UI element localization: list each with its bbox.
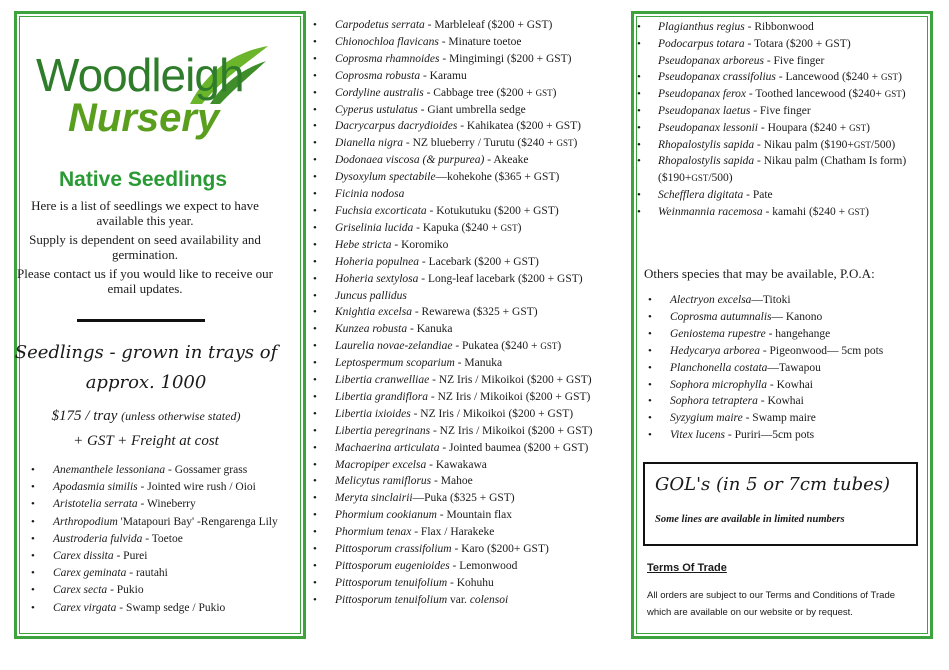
species-scientific-name: Leptospermum scoparium	[335, 357, 455, 370]
species-scientific-name: Carex secta	[53, 584, 108, 597]
species-common-name: - Houpara ($240 +	[757, 121, 850, 134]
species-common-name: - Long-leaf lacebark ($200 + GST)	[418, 272, 583, 285]
species-scientific-name: Pseudopanax lessonii	[658, 121, 758, 134]
list-item	[631, 86, 921, 103]
species-scientific-name: Pseudopanax ferox	[658, 88, 747, 101]
list-item	[307, 338, 592, 355]
species-list-right	[631, 19, 921, 221]
species-scientific-name: Rhopalostylis sapida	[658, 155, 755, 168]
list-item	[307, 372, 592, 389]
species-common-name: - Five finger	[763, 54, 825, 67]
species-variety: colensoi	[469, 593, 509, 606]
species-common-name: - Cabbage tree ($200 +	[423, 86, 536, 99]
list-item	[642, 360, 883, 377]
list-item	[307, 237, 592, 254]
price-tail: )	[898, 71, 902, 84]
species-scientific-name: Hoheria sextylosa	[335, 272, 419, 285]
list-item	[307, 524, 592, 541]
species-common-name: —Tawapou	[767, 361, 821, 374]
species-common-name: - Akeake	[484, 154, 529, 167]
species-common-name: - Wineberry	[137, 498, 196, 511]
list-item	[307, 288, 592, 305]
list-item	[25, 462, 278, 479]
list-item	[631, 103, 921, 120]
list-item	[307, 152, 592, 169]
gst-label: GST	[500, 222, 518, 233]
species-common-name: - Kowhai	[767, 378, 813, 391]
species-scientific-name: Planchonella costata	[670, 361, 768, 374]
list-item	[307, 51, 592, 68]
list-item	[307, 440, 592, 457]
species-scientific-name: Laurelia novae-zelandiae	[335, 340, 453, 353]
list-item	[25, 514, 278, 531]
species-common-name: - Flax / Harakeke	[411, 526, 495, 539]
species-common-name: 'Matapouri Bay' -Rengarenga Lily	[117, 515, 278, 528]
list-item	[631, 69, 921, 86]
species-list-center	[307, 17, 592, 609]
list-item	[307, 186, 592, 203]
species-scientific-name: Libertia grandiflora	[335, 390, 428, 403]
list-item	[642, 377, 883, 394]
list-item	[307, 490, 592, 507]
species-common-name: var.	[447, 593, 470, 606]
logo-text-nursery: Nursery	[68, 96, 220, 140]
species-scientific-name: Sophora microphylla	[670, 378, 767, 391]
list-item	[307, 541, 592, 558]
species-common-name: - Mahoe	[431, 475, 473, 488]
species-scientific-name: Weinmannia racemosa	[658, 205, 763, 218]
list-item	[307, 85, 592, 102]
species-scientific-name: Macropiper excelsa	[335, 458, 427, 471]
intro-paragraph-1: Here is a list of seedlings we expect to have available this year.	[31, 198, 259, 228]
list-item	[307, 406, 592, 423]
species-scientific-name: Hebe stricta	[335, 238, 392, 251]
intro-paragraph-2: Supply is dependent on seed availability and germination.	[29, 232, 261, 262]
species-common-name: - NZ Iris / Mikoikoi ($200 + GST)	[410, 407, 574, 420]
species-scientific-name: Libertia cranwelliae	[335, 374, 430, 387]
seedlings-heading: Seedlings - grown in trays of	[14, 342, 278, 363]
species-common-name: - Nikau palm (Chatham Is form) ($190+	[658, 155, 907, 185]
species-common-name: - Giant umbrella sedge	[417, 103, 526, 116]
list-item	[25, 548, 278, 565]
species-scientific-name: Machaerina articulata	[335, 441, 440, 454]
list-item	[642, 393, 883, 410]
seedlings-heading-quantity: approx. 1000	[85, 372, 207, 393]
gol-note: Some lines are available in limited numbers	[655, 514, 845, 525]
species-scientific-name: Rhopalostylis sapida	[658, 138, 755, 151]
species-scientific-name: Carex virgata	[53, 601, 117, 614]
species-list-others	[642, 292, 883, 444]
list-item	[642, 343, 883, 360]
species-scientific-name: Dianella nigra	[335, 137, 404, 150]
gst-label: GST	[849, 122, 867, 133]
species-common-name: - Kohuhu	[447, 576, 494, 589]
list-item	[642, 410, 883, 427]
species-scientific-name: Cyperus ustulatus	[335, 103, 418, 116]
gol-box	[643, 462, 918, 546]
species-common-name: - Kawakawa	[426, 458, 487, 471]
others-heading: Others species that may be available, P.O.A:	[644, 266, 875, 281]
list-item	[307, 558, 592, 575]
gst-label: GST	[881, 72, 899, 83]
species-scientific-name: Meryta sinclairii	[335, 492, 413, 505]
species-scientific-name: Geniostema rupestre	[670, 327, 766, 340]
species-common-name: - Jointed baumea ($200 + GST)	[439, 441, 589, 454]
list-item	[25, 479, 278, 496]
list-item	[642, 427, 883, 444]
list-item	[307, 220, 592, 237]
list-item	[25, 600, 278, 617]
species-scientific-name: Aristotelia serrata	[53, 498, 138, 511]
price-tail: )	[552, 86, 557, 99]
species-scientific-name: Libertia ixioides	[335, 407, 411, 420]
list-item	[307, 423, 592, 440]
woodleigh-nursery-logo	[32, 42, 272, 147]
list-item	[631, 137, 921, 154]
species-common-name: - Ribbonwood	[744, 21, 814, 33]
price-per-tray	[0, 408, 292, 425]
species-scientific-name: Fuchsia excorticata	[335, 204, 427, 217]
species-scientific-name: Knightia excelsa	[335, 306, 412, 319]
list-item	[307, 34, 592, 51]
species-common-name: - NZ Iris / Mikoikoi ($200 + GST)	[427, 390, 591, 403]
species-common-name: - Mingimingi ($200 + GST)	[439, 52, 572, 65]
species-scientific-name: Pittosporum tenuifolium	[335, 593, 448, 606]
price-extra: + GST + Freight at cost	[73, 433, 219, 449]
list-item	[307, 592, 592, 609]
gst-label: GST	[848, 206, 866, 217]
list-item	[631, 53, 921, 70]
species-scientific-name: Pseudopanax crassifolius	[658, 71, 776, 84]
species-scientific-name: Kunzea robusta	[335, 323, 408, 336]
species-scientific-name: Podocarpus totara	[658, 37, 745, 50]
logo-text-woodleigh: Woodleigh	[36, 49, 244, 101]
species-scientific-name: Coprosma robusta	[335, 69, 421, 82]
price-main: $175 / tray	[51, 408, 118, 424]
species-common-name: - Toothed lancewood ($240+	[746, 88, 885, 101]
species-scientific-name: Dacrycarpus dacrydioides	[335, 120, 458, 133]
list-item	[307, 118, 592, 135]
list-item	[307, 389, 592, 406]
species-scientific-name: Alectryon excelsa	[670, 294, 752, 306]
list-item	[631, 19, 921, 36]
species-scientific-name: Vitex lucens	[670, 429, 726, 442]
species-common-name: - Lancewood ($240 +	[775, 71, 882, 84]
species-common-name: - NZ Iris / Mikoikoi ($200 + GST)	[429, 374, 592, 387]
list-item	[25, 531, 278, 548]
species-common-name: - Purei	[113, 550, 148, 563]
list-item	[25, 582, 278, 599]
species-common-name: - Swamp maire	[742, 412, 816, 425]
species-common-name: - Toetoe	[142, 532, 183, 545]
species-scientific-name: Chionochloa flavicans	[335, 35, 439, 48]
species-common-name: - Rewarewa ($325 + GST)	[411, 306, 538, 319]
list-item	[307, 17, 592, 34]
species-scientific-name: Hoheria populnea	[335, 255, 420, 268]
species-scientific-name: Schefflera digitata	[658, 188, 744, 201]
list-item	[307, 321, 592, 338]
list-item	[25, 565, 278, 582]
species-scientific-name: Carex geminata	[53, 567, 127, 580]
species-common-name: - Kapuka ($240 +	[413, 221, 501, 234]
species-scientific-name: Sophora tetraptera	[670, 395, 758, 408]
species-common-name: - Marbleleaf ($200 + GST)	[424, 19, 553, 31]
list-item	[307, 68, 592, 85]
gst-label: GST	[853, 139, 871, 150]
divider	[77, 319, 205, 322]
species-common-name: - Gossamer grass	[165, 464, 248, 476]
page-title: Native Seedlings	[58, 168, 228, 191]
species-common-name: - Totara ($200 + GST)	[744, 37, 851, 50]
list-item	[307, 203, 592, 220]
gst-label: GST	[540, 341, 558, 352]
gst-label: GST	[535, 87, 553, 98]
species-common-name: - Pukatea ($240 +	[452, 340, 541, 353]
species-common-name: - Kowhai	[757, 395, 804, 408]
price-tail: )	[901, 88, 906, 101]
list-item	[642, 292, 883, 309]
species-common-name: - Lacebark ($200 + GST)	[419, 255, 539, 268]
list-item	[307, 457, 592, 474]
species-common-name: - hangehange	[765, 327, 831, 340]
species-common-name: - Pigeonwood— 5cm pots	[759, 344, 884, 357]
species-scientific-name: Coprosma autumnalis	[670, 310, 772, 323]
species-scientific-name: Pittosporum crassifolium	[335, 543, 452, 556]
species-common-name: - kamahi ($240 +	[762, 205, 849, 218]
price-note: (unless otherwise stated)	[121, 409, 241, 423]
species-common-name: - Karo ($200+ GST)	[451, 543, 549, 556]
species-scientific-name: Phormium cookianum	[335, 509, 437, 522]
gst-label: GST	[691, 173, 709, 184]
price-tail: )	[557, 340, 562, 353]
species-common-name: - NZ blueberry / Turutu ($240 +	[403, 137, 557, 150]
price-tail: )	[866, 121, 870, 134]
price-tail: /500)	[708, 172, 733, 185]
species-scientific-name: Carpodetus serrata	[335, 19, 425, 31]
species-common-name: - Nikau palm ($190+	[754, 138, 854, 151]
species-scientific-name: Melicytus ramiflorus	[335, 475, 432, 488]
species-common-name: - Pukio	[107, 584, 144, 597]
list-item	[631, 120, 921, 137]
species-common-name: - NZ Iris / Mikoikoi ($200 + GST)	[430, 424, 593, 437]
species-list-left	[25, 462, 278, 617]
species-scientific-name: Juncus pallidus	[335, 289, 407, 302]
species-scientific-name: Plagianthus regius	[658, 21, 745, 33]
list-item	[307, 135, 592, 152]
species-common-name: - Kanuka	[407, 323, 453, 336]
species-common-name: - Kotukutuku ($200 + GST)	[426, 204, 559, 217]
price-tail: )	[573, 137, 578, 150]
list-item	[307, 304, 592, 321]
species-common-name: - Five finger	[750, 104, 811, 117]
species-common-name: —kohekohe ($365 + GST)	[435, 171, 560, 184]
list-item	[307, 355, 592, 372]
species-scientific-name: Carex dissita	[53, 550, 114, 563]
gst-label: GST	[884, 89, 902, 100]
list-item	[642, 309, 883, 326]
species-scientific-name: Pseudopanax laetus	[658, 104, 751, 117]
species-common-name: - Jointed wire rush / Oioi	[137, 481, 256, 494]
species-scientific-name: Libertia peregrinans	[335, 424, 431, 437]
gol-title: GOL's (in 5 or 7cm tubes)	[655, 474, 891, 495]
species-scientific-name: Syzygium maire	[670, 412, 743, 425]
list-item	[25, 496, 278, 513]
species-scientific-name: Griselinia lucida	[335, 221, 414, 234]
species-common-name: - Mountain flax	[436, 509, 512, 522]
gst-label: GST	[556, 138, 574, 149]
species-common-name: — Kanono	[771, 310, 823, 323]
species-scientific-name: Arthropodium	[53, 515, 118, 528]
species-scientific-name: Phormium tenax	[335, 526, 412, 539]
list-item	[307, 507, 592, 524]
list-item	[307, 575, 592, 592]
species-scientific-name: Pittosporum tenuifolium	[335, 576, 448, 589]
species-scientific-name: Ficinia nodosa	[335, 188, 405, 201]
species-common-name: - rautahi	[126, 567, 168, 580]
species-scientific-name: Hedycarya arborea	[670, 344, 760, 357]
species-scientific-name: Pseudopanax arboreus	[658, 54, 764, 67]
list-item	[631, 204, 921, 221]
species-common-name: - Manuka	[454, 357, 503, 370]
list-item	[307, 169, 592, 186]
list-item	[631, 187, 921, 204]
species-scientific-name: Coprosma rhamnoides	[335, 52, 440, 65]
species-common-name: - Koromiko	[391, 238, 449, 251]
list-item	[631, 36, 921, 53]
species-common-name: —Puka ($325 + GST)	[412, 492, 515, 505]
list-item	[307, 473, 592, 490]
species-scientific-name: Austroderia fulvida	[53, 532, 143, 545]
species-common-name: - Lemonwood	[449, 560, 518, 572]
species-common-name: - Minature toetoe	[438, 35, 522, 48]
terms-text: All orders are subject to our Terms and Conditions of Trade which are available on our website or by request.	[647, 590, 896, 618]
species-scientific-name: Pittosporum eugenioides	[335, 560, 450, 572]
species-common-name: - Puriri—5cm pots	[725, 429, 815, 442]
list-item	[307, 271, 592, 288]
list-item	[307, 102, 592, 119]
list-item	[631, 153, 921, 187]
species-common-name: - Pate	[743, 188, 773, 201]
species-scientific-name: Dodonaea viscosa (& purpurea)	[335, 154, 485, 167]
list-item	[642, 326, 883, 343]
list-item	[307, 254, 592, 271]
species-common-name: —Titoki	[751, 294, 791, 306]
intro-paragraph-3: Please contact us if you would like to receive our email updates.	[17, 266, 273, 296]
price-tail: )	[517, 221, 522, 234]
species-common-name: - Karamu	[420, 69, 467, 82]
species-scientific-name: Apodasmia similis	[53, 481, 138, 494]
species-scientific-name: Cordyline australis	[335, 86, 424, 99]
price-tail: )	[865, 205, 869, 218]
species-common-name: - Swamp sedge / Pukio	[116, 601, 226, 614]
species-common-name: - Kahikatea ($200 + GST)	[457, 120, 582, 133]
terms-heading: Terms Of Trade	[647, 562, 727, 574]
species-scientific-name: Dysoxylum spectabile	[335, 171, 436, 184]
species-scientific-name: Anemanthele lessoniana	[53, 464, 166, 476]
price-tail: /500)	[870, 138, 896, 151]
